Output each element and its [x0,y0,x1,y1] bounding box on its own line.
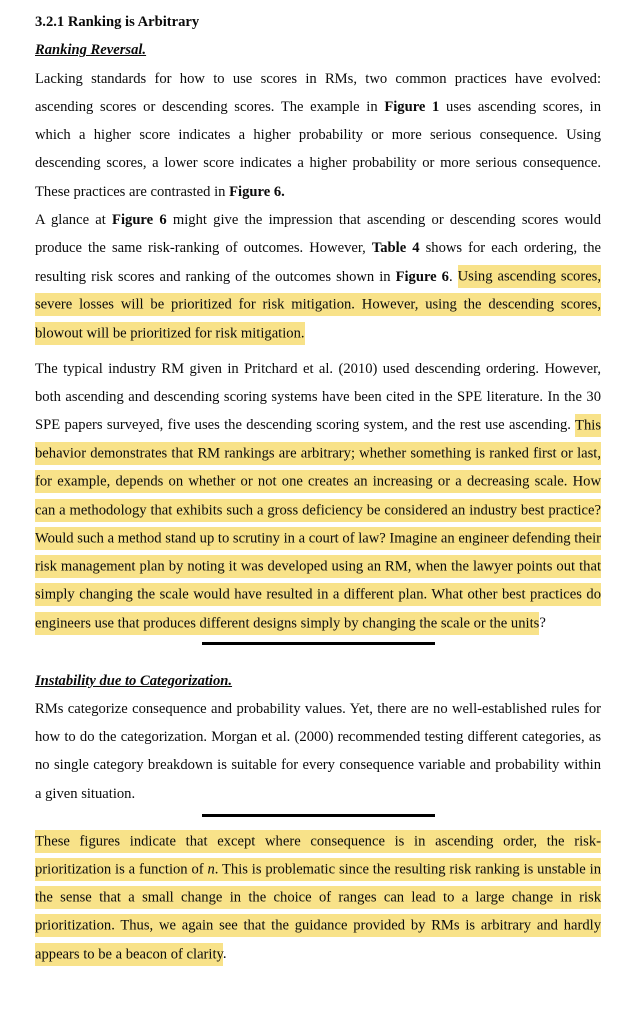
paragraph [35,65,601,206]
text-run: The typical industry RM given in Pritchard et al. (2010) used descending ordering. However, both ascending and descending scoring systems have been cited in the SPE literature. In the 30 SPE papers surveyed, five uses the descending scoring system, and the rest use ascending. [35,360,601,434]
text-run: A glance at [35,212,113,229]
text-run: Table 4 [371,240,420,257]
highlighted-text: Using ascending scores, severe losses will be prioritized for risk mitigation. However, using the descending scores, blowout will be prioritized for risk mitigation. [35,265,601,345]
section-divider [202,814,435,817]
text-run: RMs categorize consequence and probability values. Yet, there are no well-established rules for how to do the categorization. Morgan et al. (2000) recommended testing different categories, as no single category breakdown is suitable for every consequence variable and probability within a given situation. [35,700,601,802]
text-run: Figure 1 [384,98,440,115]
text-run: might give the impression that ascending or descending scores would produce the same risk-ranking of outcomes. However, [35,212,601,257]
text-run: Figure 6. [229,183,285,200]
text-run: uses ascending scores, in which a higher score indicates a higher probability or more serious consequence. Using descending scores, a lower score indicates a higher probability or more serious consequence. These practices are contrasted in [35,98,601,200]
text-run: . [448,268,458,285]
paragraph [35,355,601,638]
text-run: shows for each ordering, the resulting risk scores and ranking of the outcomes shown in [35,240,601,285]
text-run: . [222,946,227,963]
subsection-heading: Instability due to Categorization. [35,672,233,689]
subsection-heading: Ranking Reversal. [35,42,147,59]
highlighted-text: . This is problematic since the resulting risk ranking is unstable in the sense that a small change in the choice of ranges can lead to a large change in risk prioritization. Thus, we again see that the guidance provided by RMs is arbitrary and hardly appears to be a beacon of clarity [35,858,601,966]
text-run: ? [539,615,546,632]
section-divider [202,642,435,645]
paragraph [35,206,601,347]
document-body [35,8,601,969]
highlighted-text: This behavior demonstrates that RM rankings are arbitrary; whether something is ranked first or last, for example, depends on whether or not one creates an increasing or a decreasing scale. How can a methodology that exhibits such a gross deficiency be considered an industry best practice? Would such a method stand up to scrutiny in a court of law? Imagine an engineer defending their risk management plan by noting it was developed using an RM, when the lawyer points out that simply changing the scale would have resulted in a different plan. What other best practices do engineers use that produces different designs simply by changing the scale or the units [35,414,601,635]
text-run: Figure 6 [112,212,167,229]
section-heading: 3.2.1 Ranking is Arbitrary [35,14,200,30]
paragraph [35,827,601,968]
text-run: Lacking standards for how to use scores in RMs, two common practices have evolved: ascending scores or descending scores. The example in [35,70,601,115]
paragraph [35,695,601,808]
highlighted-text: These figures indicate that except where consequence is in ascending order, the risk-prioritization is a function of [35,830,601,881]
text-run: Figure 6 [395,268,449,285]
highlighted-text: n [207,858,214,881]
